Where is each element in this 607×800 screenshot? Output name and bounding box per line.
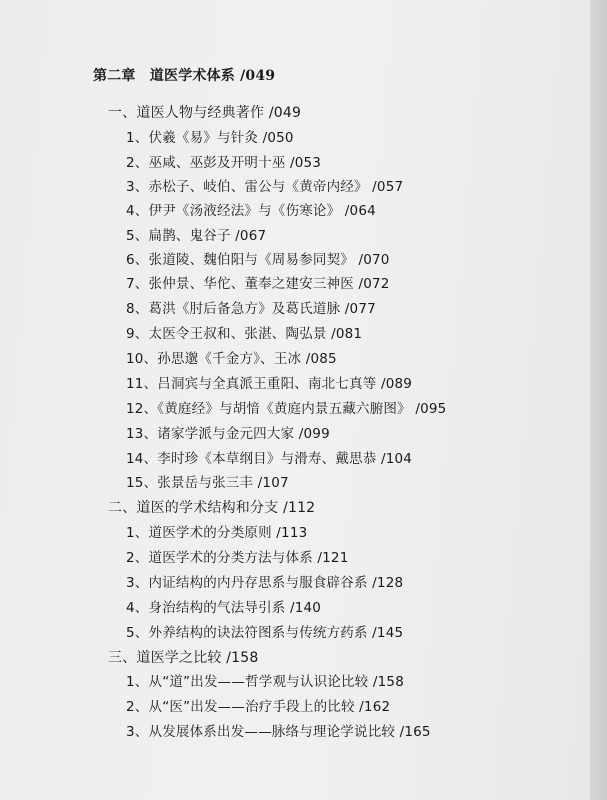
section-heading-1: 一、道医人物与经典著作 /049 — [108, 105, 302, 121]
toc-entry: 10、孙思邈《千金方》、王冰 /085 — [126, 351, 337, 367]
toc-entry: 7、张仲景、华佗、董奉之建安三神医 /072 — [126, 276, 390, 292]
chapter-heading: 第二章 道医学术体系 /049 — [93, 68, 276, 84]
toc-entry: 1、伏羲《易》与针灸 /050 — [126, 130, 294, 146]
toc-entry: 2、从“医”出发——治疗手段上的比较 /162 — [126, 699, 391, 715]
toc-entry: 1、从“道”出发——哲学观与认识论比较 /158 — [126, 674, 404, 690]
toc-entry: 1、道医学术的分类原则 /113 — [126, 525, 308, 541]
toc-entry: 14、李时珍《本草纲目》与滑寿、戴思恭 /104 — [126, 451, 413, 467]
toc-entry: 3、从发展体系出发——脉络与理论学说比较 /165 — [126, 724, 431, 740]
toc-entry: 2、巫咸、巫彭及开明十巫 /053 — [126, 155, 322, 171]
toc-entry: 3、内证结构的内丹存思系与服食辟谷系 /128 — [126, 575, 404, 591]
page-edge — [590, 0, 607, 800]
section-heading-2: 二、道医的学术结构和分支 /112 — [108, 500, 316, 516]
toc-entry: 12、《黄庭经》与胡愔《黄庭内景五藏六腑图》 /095 — [126, 401, 447, 417]
toc-entry: 6、张道陵、魏伯阳与《周易参同契》 /070 — [126, 252, 390, 268]
toc-entry: 13、诸家学派与金元四大家 /099 — [126, 426, 330, 442]
toc-entry: 11、吕洞宾与全真派王重阳、南北七真等 /089 — [126, 376, 413, 392]
toc-entry: 5、外养结构的诀法符图系与传统方药系 /145 — [126, 625, 404, 641]
toc-entry: 15、张景岳与张三丰 /107 — [126, 475, 289, 491]
toc-entry: 3、赤松子、岐伯、雷公与《黄帝内经》 /057 — [126, 179, 404, 195]
toc-entry: 8、葛洪《肘后备急方》及葛氏道脉 /077 — [126, 301, 376, 317]
toc-entry: 2、道医学术的分类方法与体系 /121 — [126, 550, 349, 566]
section-heading-3: 三、道医学之比较 /158 — [108, 650, 259, 666]
toc-entry: 4、身治结构的气法导引系 /140 — [126, 600, 322, 616]
toc-entry: 4、伊尹《汤液经法》与《伤寒论》 /064 — [126, 203, 376, 219]
toc-entry: 9、太医令王叔和、张湛、陶弘景 /081 — [126, 326, 363, 342]
toc-entry: 5、扁鹊、鬼谷子 /067 — [126, 228, 267, 244]
